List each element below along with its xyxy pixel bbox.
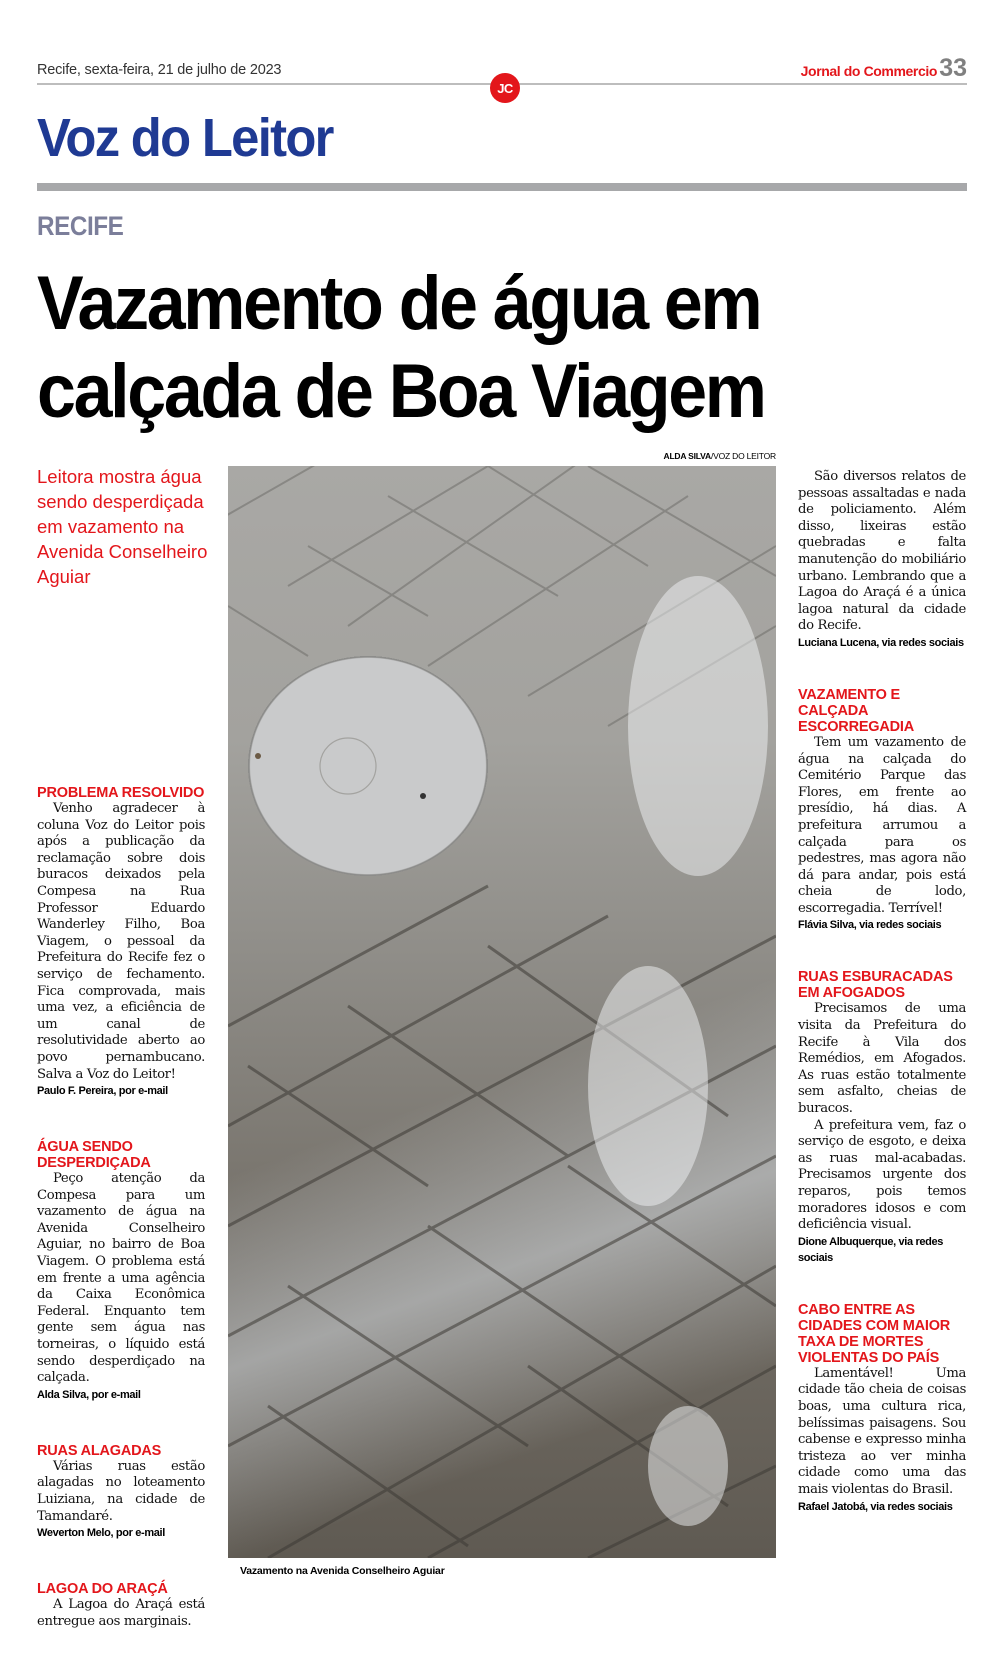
letter-item bbox=[798, 1302, 966, 1515]
dateline: Recife, sexta-feira, 21 de julho de 2023 bbox=[37, 62, 282, 78]
section-rule bbox=[37, 183, 967, 191]
letter-body: Precisamos de uma visita da Prefeitura do Recife à Vila dos Remédios, em Afogados. As ruas estão totalmente sem asfalto, cheias de buracos. bbox=[798, 1001, 966, 1117]
jc-logo-text: JC bbox=[497, 80, 513, 96]
section-title: Voz do Leitor bbox=[37, 108, 333, 168]
article-kicker: RECIFE bbox=[37, 211, 124, 241]
letter-signature: Flávia Silva, via redes sociais bbox=[798, 919, 942, 932]
letter-signature: Dione Albuquerque, via redes sociais bbox=[798, 1235, 944, 1264]
letter-body: Venho agradecer à coluna Voz do Leitor pois após a publicação da reclamação sobre dois buracos deixados pela Compesa na Rua Professor Eduardo Wanderley Filho, Boa Viagem, o pessoal da Prefeitura do Recife fez o serviço de fechamento. Fica comprovada, mais uma vez, a eficiência de um canal de resolutividade aberto ao povo pernambucano. Salva a Voz do Leitor! bbox=[37, 801, 205, 1082]
article-photo bbox=[228, 466, 776, 1558]
letter-title: ÁGUA SENDO DESPERDIÇADA bbox=[37, 1139, 151, 1172]
letter-body: A prefeitura vem, faz o serviço de esgoto, e deixa as ruas mal-acabadas. Precisamos urgente dos reparos, pois temos moradores idosos e com deficiência visual. bbox=[798, 1117, 966, 1233]
newspaper-brand: Jornal do Commercio bbox=[800, 63, 937, 79]
letter-body: A Lagoa do Araçá está entregue aos marginais. bbox=[37, 1597, 205, 1629]
letter-title: CABO ENTRE AS CIDADES COM MAIOR TAXA DE MORTES VIOLENTAS DO PAÍS bbox=[798, 1301, 951, 1366]
paving-stones-illustration bbox=[228, 466, 776, 1558]
letter-item bbox=[798, 969, 966, 1265]
letter-title: RUAS ALAGADAS bbox=[37, 1442, 162, 1459]
photo-credit-author: ALDA SILVA bbox=[663, 451, 711, 461]
letter-body: Várias ruas estão alagadas no loteamento Luiziana, na cidade de Tamandaré. bbox=[37, 1458, 205, 1524]
jc-logo bbox=[490, 73, 520, 103]
article-lead: Leitora mostra água sendo desperdiçada em vazamento na Avenida Conselheiro Aguiar bbox=[37, 466, 208, 587]
letter-body: São diversos relatos de pessoas assaltadas e nada de policiamento. Além disso, lixeiras estão quebradas e falta manutenção do mobiliário urbano. Lembrando que a Lagoa do Araçá é a única lagoa natural da cidade do Recife. bbox=[798, 469, 966, 634]
left-letters-column bbox=[37, 785, 205, 1670]
letter-title: VAZAMENTO E CALÇADA ESCORREGADIA bbox=[798, 686, 915, 735]
letter-title: PROBLEMA RESOLVIDO bbox=[37, 785, 205, 801]
letter-signature: Paulo F. Pereira, por e-mail bbox=[37, 1085, 168, 1098]
page-number: 33 bbox=[939, 54, 967, 82]
letter-body: Peço atenção da Compesa para um vazamento de água na Avenida Conselheiro Aguiar, no bairro de Boa Viagem. O problema está em frente a uma agência da Caixa Econômica Federal. Enquanto tem gente sem água nas torneiras, o líquido está sendo desperdiçado na calçada. bbox=[37, 1171, 205, 1386]
letter-item bbox=[37, 1581, 205, 1630]
photo-caption: Vazamento na Avenida Conselheiro Aguiar bbox=[240, 1565, 445, 1577]
letter-body: Tem um vazamento de água na calçada do Cemitério Parque das Flores, em frente ao presídio, há dias. A prefeitura arrumou a calçada para os pedestres, mas agora não dá para andar, pois está cheia de lodo, escorregadia. Terrível! bbox=[798, 734, 966, 916]
letter-title: RUAS ESBURACADAS EM AFOGADOS bbox=[798, 969, 953, 1002]
letter-item bbox=[37, 1443, 205, 1541]
photo-credit-source: /VOZ DO LEITOR bbox=[710, 451, 776, 461]
letter-title: LAGOA DO ARAÇÁ bbox=[37, 1581, 168, 1598]
letter-item bbox=[37, 785, 205, 1099]
photo-credit bbox=[600, 451, 776, 461]
headline-line-1: Vazamento de água em bbox=[37, 261, 761, 346]
letter-body: Lamentável! Uma cidade tão cheia de coisas boas, uma cultura rica, belíssimas paisagens. Sou cabense e expresso minha tristeza ao ver minha cidade como uma das mais violentas do Brasil. bbox=[798, 1365, 966, 1497]
letter-item bbox=[798, 687, 966, 934]
headline-line-2: calçada de Boa Viagem bbox=[37, 349, 765, 434]
letter-signature: Rafael Jatobá, via redes sociais bbox=[798, 1500, 953, 1513]
letter-item bbox=[798, 469, 966, 651]
letter-signature: Weverton Melo, por e-mail bbox=[37, 1527, 165, 1540]
right-letters-column bbox=[798, 469, 966, 1515]
article-headline bbox=[37, 260, 893, 436]
letter-signature: Luciana Lucena, via redes sociais bbox=[798, 636, 964, 649]
letter-signature: Alda Silva, por e-mail bbox=[37, 1388, 141, 1401]
letter-item bbox=[37, 1139, 205, 1403]
